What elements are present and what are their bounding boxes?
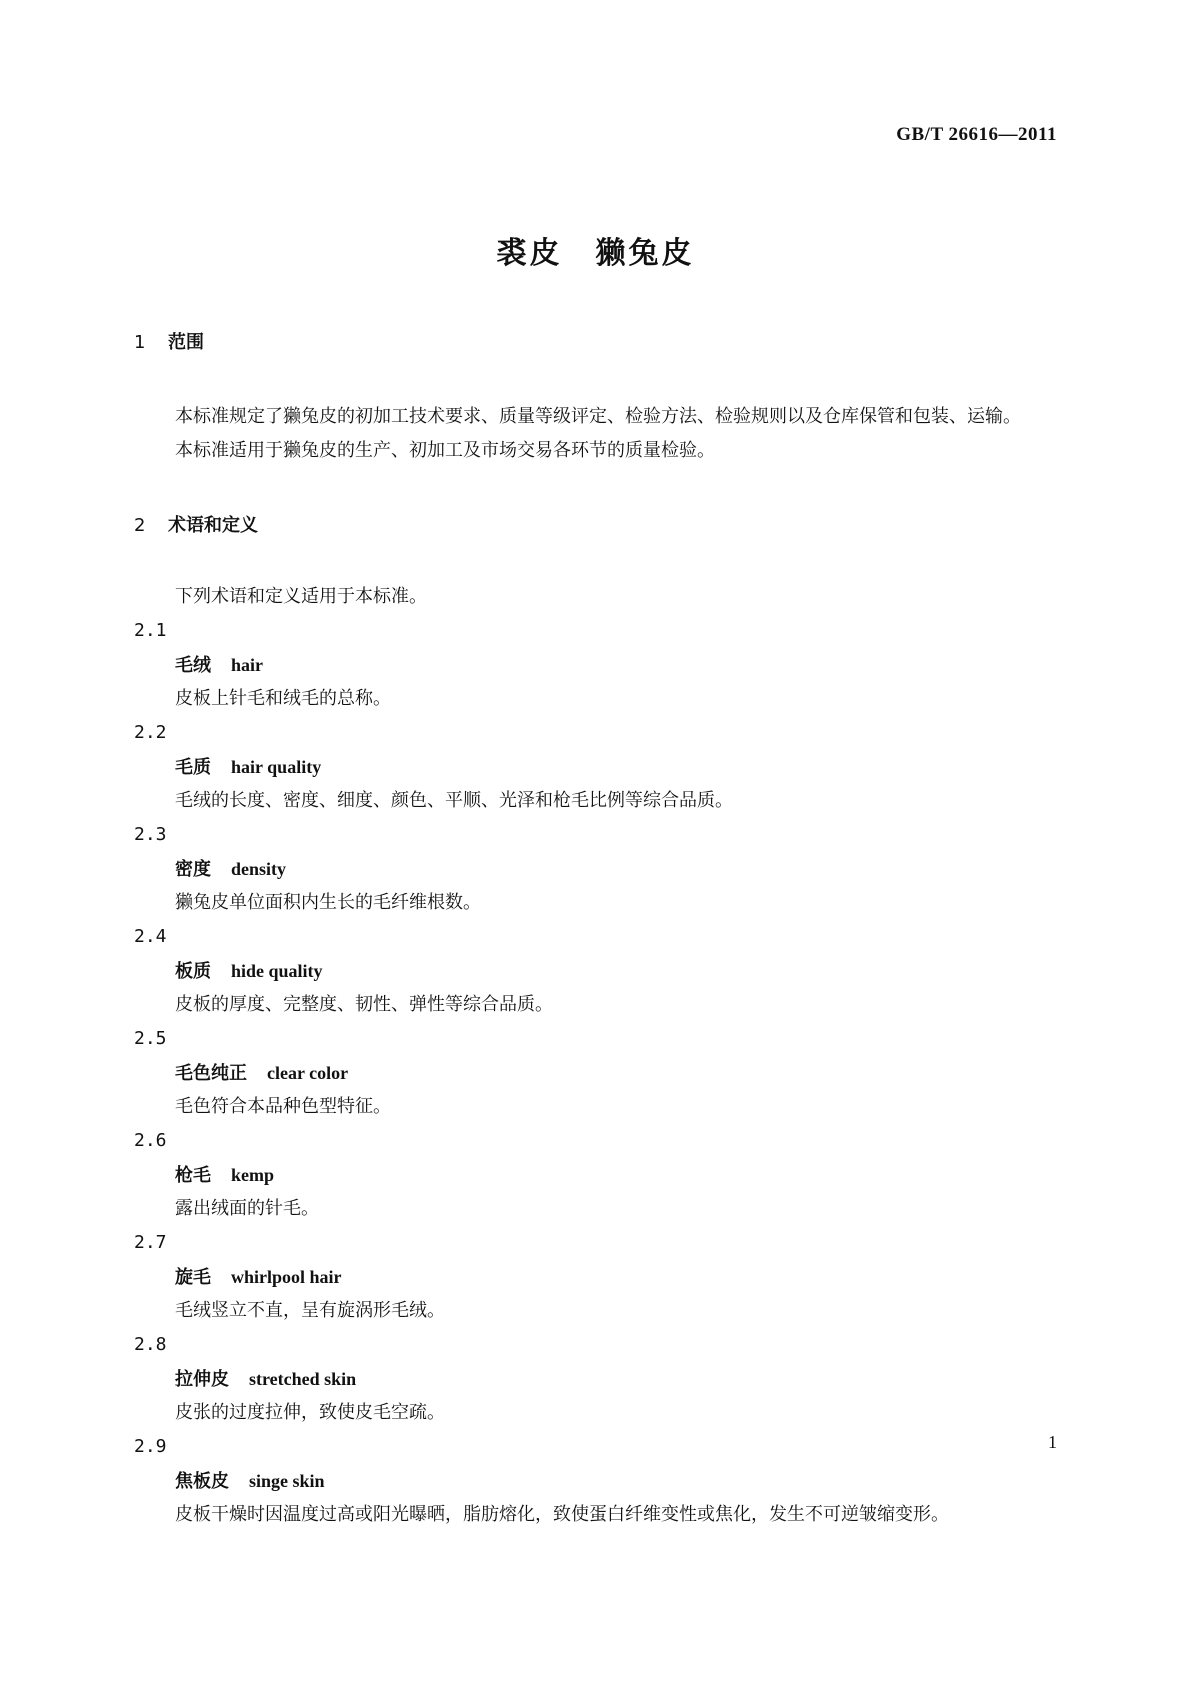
term-name: [134, 954, 1074, 988]
term-entry: [134, 1124, 1074, 1226]
term-definition: 皮板干燥时因温度过高或阳光曝晒，脂肪熔化，致使蛋白纤维变性或焦化，发生不可逆皱缩变形。: [175, 1504, 949, 1525]
term-entry: [134, 1430, 1074, 1532]
document-title: 裘皮 獭兔皮: [496, 236, 695, 271]
section-2-number: 2: [134, 515, 146, 536]
scope-paragraph-2: 本标准适用于獭兔皮的生产、初加工及市场交易各环节的质量检验。: [175, 440, 715, 461]
term-name: [134, 1056, 1074, 1090]
term-entry: [134, 1226, 1074, 1328]
term-chinese: 枪毛: [175, 1165, 211, 1186]
term-list: [134, 614, 1074, 1532]
section-1-number: 1: [134, 332, 146, 353]
term-chinese: 毛绒: [175, 655, 211, 676]
term-english: singe skin: [249, 1471, 325, 1491]
term-english: kemp: [231, 1165, 275, 1185]
term-english: hide quality: [231, 961, 323, 981]
term-name: [134, 1158, 1074, 1192]
term-definition: 皮板上针毛和绒毛的总称。: [175, 688, 391, 709]
term-chinese: 板质: [175, 961, 211, 982]
document-body: [134, 325, 1074, 1532]
term-entry: [134, 1328, 1074, 1430]
term-number: 2.5: [134, 1028, 167, 1049]
term-definition: 皮板的厚度、完整度、韧性、弹性等综合品质。: [175, 994, 553, 1015]
term-english: whirlpool hair: [231, 1267, 342, 1287]
section-2-heading: [134, 508, 1074, 544]
standard-code: GB/T 26616—2011: [896, 124, 1057, 145]
term-number: 2.3: [134, 824, 167, 845]
term-entry: [134, 920, 1074, 1022]
term-english: clear color: [267, 1063, 349, 1083]
section-1-title: 范围: [168, 332, 204, 353]
term-name: [134, 852, 1074, 886]
term-chinese: 焦板皮: [175, 1471, 229, 1492]
term-chinese: 旋毛: [175, 1267, 211, 1288]
term-name: [134, 1260, 1074, 1294]
term-number: 2.4: [134, 926, 167, 947]
term-chinese: 密度: [175, 859, 211, 880]
term-number: 2.7: [134, 1232, 167, 1253]
term-english: density: [231, 859, 287, 879]
term-english: stretched skin: [249, 1369, 357, 1389]
term-chinese: 毛色纯正: [175, 1063, 247, 1084]
term-number: 2.8: [134, 1334, 167, 1355]
term-number: 2.2: [134, 722, 167, 743]
section-1-heading: [134, 325, 1074, 361]
scope-paragraph-1: 本标准规定了獭兔皮的初加工技术要求、质量等级评定、检验方法、检验规则以及仓库保管和包装、运输。: [175, 406, 1021, 427]
term-number: 2.6: [134, 1130, 167, 1151]
section-2-title: 术语和定义: [168, 515, 258, 536]
term-english: hair: [231, 655, 264, 675]
term-definition: 獭兔皮单位面积内生长的毛纤维根数。: [175, 892, 481, 913]
page-number: 1: [1048, 1432, 1057, 1452]
term-definition: 毛绒的长度、密度、细度、颜色、平顺、光泽和枪毛比例等综合品质。: [175, 790, 733, 811]
term-name: [134, 750, 1074, 784]
term-name: [134, 1362, 1074, 1396]
term-entry: [134, 716, 1074, 818]
term-number: 2.1: [134, 620, 167, 641]
term-chinese: 拉伸皮: [175, 1369, 229, 1390]
term-definition: 皮张的过度拉伸，致使皮毛空疏。: [175, 1402, 445, 1423]
term-chinese: 毛质: [175, 757, 211, 778]
term-definition: 毛绒竖立不直，呈有旋涡形毛绒。: [175, 1300, 445, 1321]
terms-intro: 下列术语和定义适用于本标准。: [175, 586, 427, 607]
term-entry: [134, 1022, 1074, 1124]
term-definition: 毛色符合本品种色型特征。: [175, 1096, 391, 1117]
term-number: 2.9: [134, 1436, 167, 1457]
term-name: [134, 648, 1074, 682]
term-entry: [134, 614, 1074, 716]
term-english: hair quality: [231, 757, 322, 777]
term-entry: [134, 818, 1074, 920]
term-name: [134, 1464, 1074, 1498]
term-definition: 露出绒面的针毛。: [175, 1198, 319, 1219]
